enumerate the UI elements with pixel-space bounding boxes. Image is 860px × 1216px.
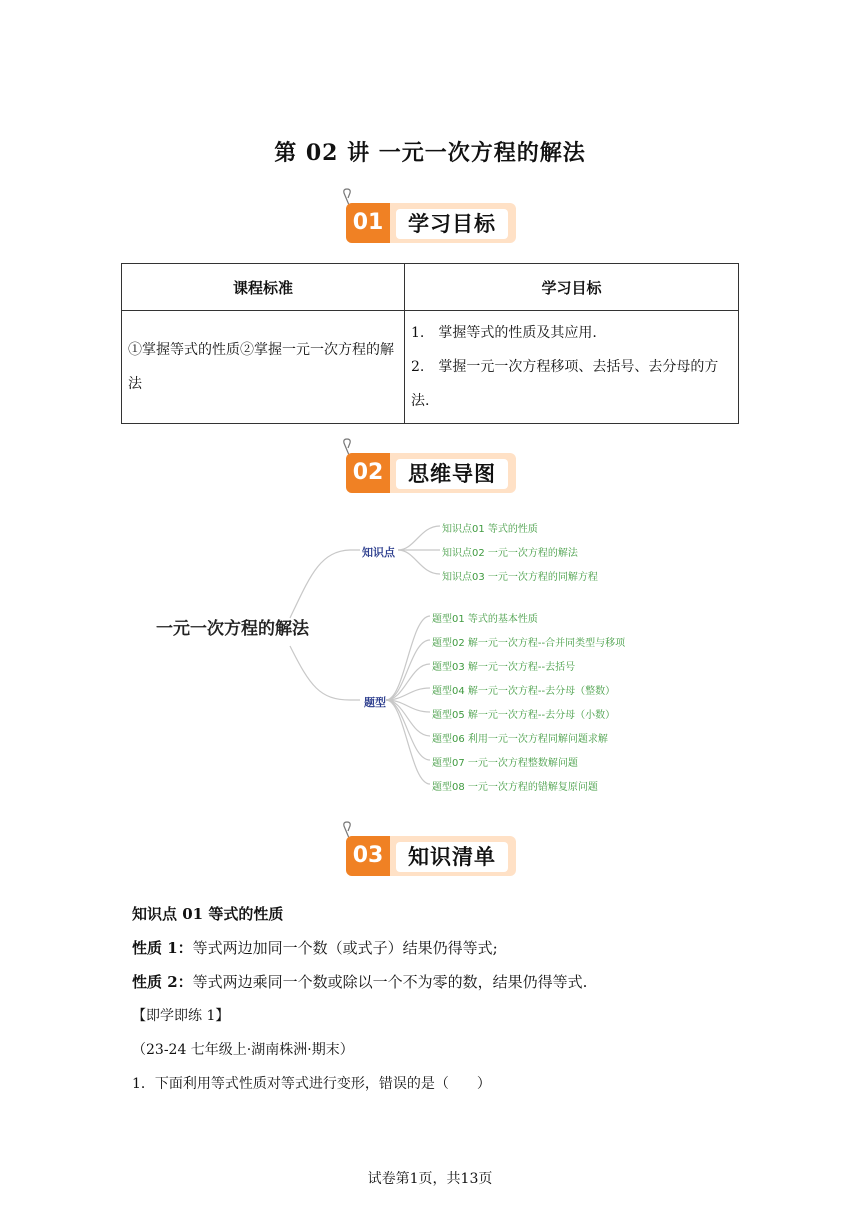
property-label: 性质 2： [132, 973, 193, 991]
mind-map-leaf: 知识点03 一元一次方程的同解方程 [442, 572, 598, 583]
mind-map-leaf: 知识点01 等式的性质 [442, 524, 538, 535]
mind-map [140, 506, 660, 806]
badge-label: 思维导图 [396, 459, 508, 489]
table-cell-goals [405, 311, 739, 424]
property-1 [132, 937, 498, 958]
badge-label: 学习目标 [396, 209, 508, 239]
mind-map-root: 一元一次方程的解法 [156, 619, 309, 639]
mind-map-leaf: 题型05 解一元一次方程--去分母（小数） [432, 710, 616, 721]
table-header-standard: 课程标准 [122, 264, 405, 311]
property-text: 等式两边加同一个数（或式子）结果仍得等式; [192, 939, 498, 957]
table-cell-standard: ①掌握等式的性质②掌握一元一次方程的解法 [122, 311, 405, 424]
question-text: 1．下面利用等式性质对等式进行变形，错误的是（ ） [132, 1076, 491, 1092]
mind-map-leaf: 题型08 一元一次方程的错解复原问题 [432, 782, 598, 793]
mind-map-leaf: 题型02 解一元一次方程--合并同类型与移项 [432, 638, 626, 649]
page-footer: 试卷第1页，共13页 [367, 1171, 493, 1187]
badge-number: 01 [346, 203, 390, 243]
property-label: 性质 1： [132, 939, 193, 957]
mind-map-branch-questions: 题型 [364, 696, 386, 709]
section-heading: 知识点 01 等式的性质 [132, 905, 284, 923]
question-source: （23-24 七年级上·湖南株洲·期末） [132, 1042, 354, 1058]
mind-map-leaf: 知识点02 一元一次方程的解法 [442, 548, 578, 559]
objectives-table [121, 263, 739, 424]
goal-item: 1. 掌握等式的性质及其应用. [411, 325, 597, 341]
property-2 [132, 971, 587, 992]
goal-item: 2. 掌握一元一次方程移项、去括号、去分母的方法. [411, 359, 719, 409]
mind-map-leaf: 题型06 利用一元一次方程同解问题求解 [432, 734, 608, 745]
badge-number: 03 [346, 836, 390, 876]
property-text: 等式两边乘同一个数或除以一个不为零的数，结果仍得等式. [192, 973, 588, 991]
mind-map-connectors [140, 506, 660, 806]
mind-map-branch-knowledge: 知识点 [362, 546, 395, 559]
mind-map-leaf: 题型01 等式的基本性质 [432, 614, 538, 625]
mind-map-leaf: 题型07 一元一次方程整数解问题 [432, 758, 578, 769]
mind-map-leaf: 题型03 解一元一次方程--去括号 [432, 662, 576, 673]
mind-map-leaf: 题型04 解一元一次方程--去分母（整数） [432, 686, 616, 697]
badge-label: 知识清单 [396, 842, 508, 872]
section-badge-knowledge [338, 828, 524, 878]
practice-label: 【即学即练 1】 [132, 1008, 230, 1024]
table-header-goals: 学习目标 [405, 264, 739, 311]
badge-number: 02 [346, 453, 390, 493]
section-badge-objectives [338, 195, 524, 245]
page-title: 第 02 讲 一元一次方程的解法 [274, 140, 586, 166]
section-badge-mindmap [338, 445, 524, 495]
